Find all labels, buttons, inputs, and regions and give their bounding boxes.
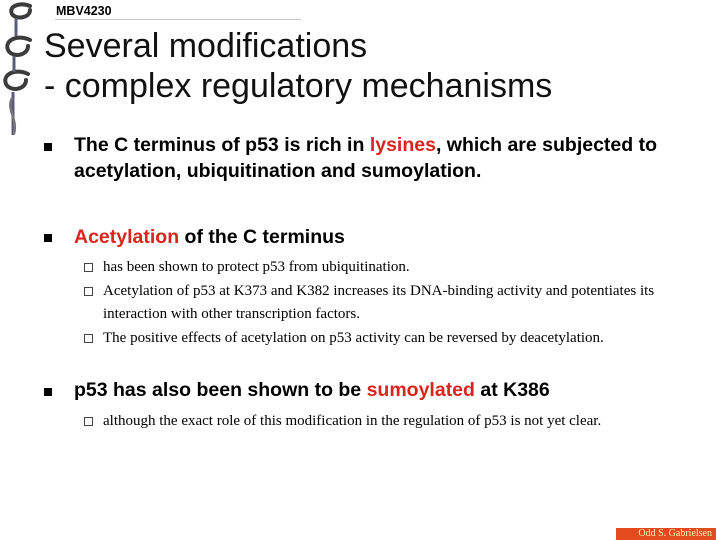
sub-bullet: Acetylation of p53 at K373 and K382 increases its DNA-binding activity and potentiates its interaction with other transcription factors.	[103, 283, 655, 322]
course-code-label	[55, 2, 301, 20]
title-line-1: Several modifications	[44, 27, 368, 65]
bullet-sumoylation	[74, 377, 684, 403]
title-line-2: - complex regulatory mechanisms	[44, 67, 553, 105]
bullet-marker	[44, 234, 52, 242]
highlight-sumoylated: sumoylated	[366, 379, 475, 401]
checkbox-bullet-icon	[84, 417, 93, 426]
bullet-text: of the C terminus	[179, 226, 345, 248]
bullet-text: , which are subjected to acetylation, ubiquitination and sumoylation.	[74, 134, 658, 182]
author-footer	[616, 528, 716, 540]
slide-title	[44, 26, 704, 106]
bullet-text: at K386	[474, 379, 550, 401]
checkbox-bullet-icon	[84, 334, 93, 343]
sub-bullet: has been shown to protect p53 from ubiquitination.	[103, 259, 410, 275]
bullet-text: The C terminus of p53 is rich in	[74, 134, 370, 156]
author-name: Odd S. Gabrielsen	[638, 528, 712, 539]
highlight-acetylation: Acetylation	[74, 226, 180, 248]
sub-bullet: The positive effects of acetylation on p53 activity can be reversed by deacetylation.	[103, 330, 604, 346]
checkbox-bullet-icon	[84, 263, 93, 272]
bullet-text: p53 has also been shown to be	[74, 379, 367, 401]
bullet-acetylation	[74, 224, 684, 250]
spiral-binding-decoration	[0, 0, 40, 140]
highlight-lysines: lysines	[369, 134, 436, 156]
course-code-text: MBV4230	[56, 4, 112, 18]
bullet-marker	[44, 388, 52, 396]
sub-bullet: although the exact role of this modification in the regulation of p53 is not yet clear.	[103, 413, 602, 429]
checkbox-bullet-icon	[84, 287, 93, 296]
bullet-marker	[44, 143, 52, 151]
bullet-lysines	[74, 132, 684, 184]
